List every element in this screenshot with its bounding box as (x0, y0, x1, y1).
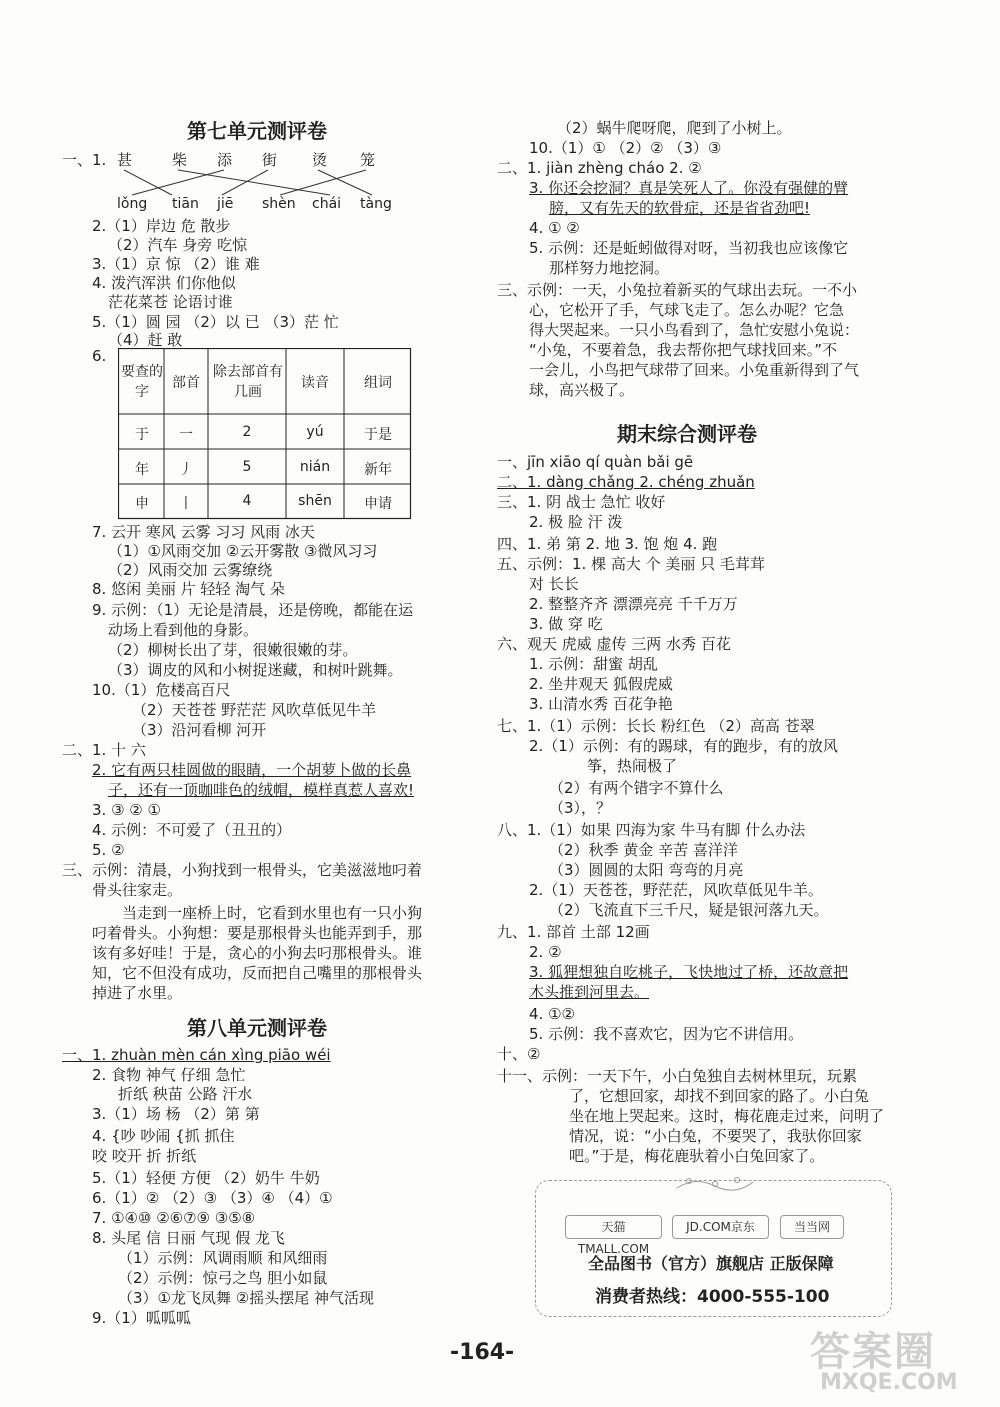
match-char: 烫 (312, 151, 328, 169)
answer-line: 二、1. 十 六 (62, 741, 146, 759)
answer-line-underlined: 3. 狐狸想独自吃桃子，飞快地过了桥，还故意把 (529, 963, 849, 981)
answer-line: 掉进了水里。 (92, 984, 183, 1002)
answer-line: 七、1.（1）示例：长长 粉红色 （2）高高 苍翠 (497, 717, 815, 735)
answer-line: （3）圆圆的太阳 弯弯的月亮 (549, 861, 744, 879)
answer-line: 那样努力地挖洞。 (549, 259, 670, 277)
answer-line: 3.（1）场 杨 （2）第 第 (92, 1105, 260, 1123)
answer-line: 5. ② (92, 841, 125, 859)
match-char: 添 (217, 151, 233, 169)
answer-line: 咬 咬开 折 折纸 (92, 1147, 197, 1165)
answer-line: 7. ①④⑩ ②⑥⑦⑨ ③⑤⑧ (92, 1209, 256, 1227)
answer-line: 2. ② (529, 943, 562, 961)
jd-logo: JD.COM京东 (672, 1215, 769, 1239)
table-cell: 申 (135, 496, 149, 512)
table-cell: shēn (298, 493, 332, 509)
store-name: 全品图书（官方）旗舰店 正版保障 (588, 1254, 834, 1273)
answer-line: 一会儿，小鸟把气球带了回来。小兔重新得到了气 (529, 361, 860, 379)
answer-line: 三、示例：一天，小兔拉着新买的气球出去玩。一不小 (497, 281, 858, 299)
answer-line: 十、② (497, 1045, 541, 1063)
match-pinyin: lǒng (117, 196, 148, 212)
table-header: 组词 (364, 375, 392, 391)
answer-line: （3）①龙飞凤舞 ②摇头摆尾 神气活现 (118, 1289, 374, 1307)
answer-line: 10.（1）危楼高百尺 (92, 681, 231, 699)
answer-line-underlined: 3. 你还会挖洞？真是笑死人了。你没有强健的臂 (529, 179, 849, 197)
answer-line: 二、1. dàng chǎng 2. chéng zhuǎn (497, 473, 755, 491)
answer-line-underlined: 子，还有一顶咖啡色的绒帽，模样真惹人喜欢! (108, 781, 415, 799)
answer-line: 2.（1）岸边 危 散步 (92, 217, 231, 235)
answer-line: 2. 食物 神气 仔细 急忙 (92, 1066, 246, 1084)
answer-line: 8. 悠闲 美丽 片 轻轻 淘气 朵 (92, 580, 285, 598)
answer-line: 坐在地上哭起来。这时，梅花鹿走过来，问明了 (569, 1107, 885, 1125)
answer-line: （1）①风雨交加 ②云开雾散 ③微风习习 (108, 542, 378, 560)
watermark-logo: 答案圈 (810, 1329, 936, 1375)
match-pinyin: tiān (172, 196, 199, 212)
answer-line: 5. 示例：还是蚯蚓做得对呀，当初我也应该像它 (529, 239, 849, 257)
answer-line: 7. 云开 寒风 云雾 习习 风雨 冰天 (92, 523, 315, 541)
answer-line: 4. ① ② (529, 219, 580, 237)
answer-line-underlined: 木头推到河里去。 (529, 983, 650, 1001)
answer-line: 5.（1）轻便 方便 （2）奶牛 牛奶 (92, 1169, 320, 1187)
answer-line: 2. 整整齐齐 漂漂亮亮 千千万万 (529, 595, 738, 613)
answer-line: 了，它想回家，却找不到回家的路了。小白兔 (569, 1087, 870, 1105)
section-title-unit7: 第七单元测评卷 (187, 119, 327, 143)
answer-line: （3），？ (549, 799, 612, 817)
answer-line: 3. 做 穿 吃 (529, 615, 603, 633)
answer-line: 该有多好哇！于是，贪心的小狗去叼那根骨头。谁 (92, 944, 423, 962)
answer-line: （3）调皮的风和小树捉迷藏，和树叶跳舞。 (108, 661, 403, 679)
answer-line: 心，它松开了手，气球飞走了。怎么办呢？它急 (529, 301, 845, 319)
answer-line: 八、1.（1）如果 四海为家 牛马有脚 什么办法 (497, 821, 806, 839)
answer-line: 3.（1）京 惊 （2）谁 难 (92, 255, 260, 273)
answer-line: （2）汽车 身旁 吃惊 (108, 236, 248, 254)
page-number: -164- (450, 1340, 515, 1365)
answer-line: 对 长长 (529, 575, 579, 593)
answer-line: 三、示例：清晨，小狗找到一根骨头，它美滋滋地叼着 (62, 861, 423, 879)
table-cell: 2 (242, 424, 252, 440)
answer-line: 茫花菜苍 论语讨谁 (108, 293, 233, 311)
tmall-logo: 天猫TMALL.COM (565, 1215, 662, 1239)
table-header: 读音 (301, 375, 329, 391)
table-cell: 丨 (179, 496, 193, 512)
answer-line: 叼着骨头。小狗想：要是那根骨头也能弄到手，那 (92, 924, 423, 942)
vine-decoration-icon (675, 1172, 755, 1192)
answer-line: 8. 头尾 信 日丽 气现 假 龙飞 (92, 1229, 285, 1247)
answer-line: 骨头往家走。 (92, 881, 183, 899)
table-cell: 于是 (364, 427, 392, 443)
table-header: 要查的字 (121, 364, 163, 400)
answer-line: 3. ③ ② ① (92, 801, 161, 819)
matching-lines (62, 168, 402, 198)
answer-line: （4）赶 敢 (108, 331, 183, 349)
answer-line: 六、观天 虎威 虚传 三两 水秀 百花 (497, 635, 731, 653)
answer-line: （2）有两个错字不算什么 (549, 779, 724, 797)
answer-line: 一、jīn xiāo qí quàn bǎi gē (497, 453, 694, 471)
table-cell: 申请 (364, 496, 392, 512)
answer-line: （2）秋季 黄金 辛苦 喜洋洋 (549, 841, 738, 859)
section-title-unit8: 第八单元测评卷 (187, 1016, 327, 1040)
answer-line: （2）飞流直下三千尺，疑是银河落九天。 (549, 901, 829, 919)
table-cell: 丿 (179, 462, 193, 478)
answer-line: 1. 示例：甜蜜 胡乱 (529, 655, 658, 673)
match-pinyin: chái (312, 196, 342, 212)
answer-line: （2）柳树长出了芽，很嫩很嫩的芽。 (108, 641, 358, 659)
answer-line: 球，高兴极了。 (529, 381, 635, 399)
answer-line: 十一、示例：一天下午，小白兔独自去树林里玩，玩累 (497, 1067, 858, 1085)
answer-line: （2）蜗牛爬呀爬，爬到了小树上。 (557, 119, 792, 137)
match-pinyin: jiē (217, 196, 234, 212)
table-cell: yú (306, 424, 324, 440)
answer-line: 当走到一座桥上时，它看到水里也有一只小狗 (122, 904, 423, 922)
table-cell: 4 (242, 493, 252, 509)
section-title-final: 期末综合测评卷 (617, 422, 757, 446)
answer-line: 10.（1）① （2）② （3）③ (529, 139, 722, 157)
answer-line: “小兔，不要着急，我去帮你把气球找回来。”不 (529, 341, 838, 359)
table-cell: nián (299, 459, 331, 475)
table-header: 除去部首有几画 (213, 364, 283, 400)
answer-line: 吧。”于是，梅花鹿驮着小白兔回家了。 (569, 1147, 825, 1165)
answer-line: 2.（1）示例：有的踢球，有的跑步，有的放风 (529, 737, 838, 755)
answer-line: 五、示例：1. 棵 高大 个 美丽 只 毛茸茸 (497, 555, 765, 573)
match-char: 甚 (117, 151, 133, 169)
answer-line: 情况，说：“小白兔，不要哭了，我驮你回家 (569, 1127, 862, 1145)
answer-line: 9.（1）呱呱呱 (92, 1309, 191, 1327)
answer-line: （3）沿河看柳 河开 (132, 721, 267, 739)
answer-line: 折纸 秧苗 公路 汗水 (118, 1085, 253, 1103)
match-char: 街 (262, 151, 278, 169)
answer-line: 3. 山清水秀 百花争艳 (529, 695, 673, 713)
answer-line: 6. (92, 347, 107, 365)
answer-line: 4. 示例：不可爱了（丑丑的） (92, 821, 292, 839)
answer-line: 九、1. 部首 土部 12画 (497, 923, 650, 941)
q1-label: 一、1. (62, 151, 107, 169)
answer-line: 2. 坐井观天 狐假虎威 (529, 675, 673, 693)
answer-line: （1）示例：风调雨顺 和风细雨 (118, 1249, 328, 1267)
match-char: 笼 (360, 151, 376, 169)
answer-line: 9. 示例：（1）无论是清晨，还是傍晚，都能在运 (92, 601, 414, 619)
match-pinyin: shèn (262, 196, 296, 212)
match-char: 柴 (172, 151, 188, 169)
answer-line: 4. {吵 吵闹 {抓 抓住 (92, 1127, 235, 1145)
answer-line: 4. ①② (529, 1005, 575, 1023)
watermark-url: MXQE.COM (820, 1370, 958, 1395)
answer-line: 得大哭起来。一只小鸟看到了，急忙安慰小兔说： (529, 321, 860, 339)
table-cell: 年 (135, 462, 149, 478)
answer-line: （2）风雨交加 云雾缭绕 (108, 561, 273, 579)
answer-line: 二、1. jiàn zhèng cháo 2. ② (497, 159, 702, 177)
consumer-hotline: 消费者热线：4000-555-100 (595, 1287, 830, 1307)
table-cell: 于 (135, 427, 149, 443)
answer-line: 三、1. 阴 战士 急忙 收好 (497, 493, 666, 511)
answer-line-underlined: 2. 它有两只桂圆做的眼睛，一个胡萝卜做的长鼻 (92, 761, 412, 779)
table-cell: 一 (179, 427, 193, 443)
table-cell: 5 (242, 459, 252, 475)
answer-line: 知，它不但没有成功，反而把自己嘴里的那根骨头 (92, 964, 423, 982)
table-header: 部首 (172, 375, 200, 391)
answer-line: 2.（1）天苍苍，野茫茫，风吹草低见牛羊。 (529, 881, 823, 899)
answer-line-underlined: 膀，又有先天的软骨症，还是省省劲吧! (549, 199, 811, 217)
answer-line: 一、1. zhuàn mèn cán xìng piāo wéi (62, 1046, 331, 1064)
dangdang-logo: 当当网 (780, 1215, 844, 1239)
answer-line: 4. 泼汽浑洪 们你他似 (92, 274, 236, 292)
answer-line: （2）天苍苍 野茫茫 风吹草低见牛羊 (132, 701, 377, 719)
answer-line: 6.（1）② （2）③ （3）④ （4）① (92, 1189, 333, 1207)
match-pinyin: tàng (360, 196, 392, 212)
answer-line: 5. 示例：我不喜欢它，因为它不讲信用。 (529, 1025, 804, 1043)
answer-line: 筝，热闹极了 (587, 757, 678, 775)
answer-line: 动场上看到他的身影。 (108, 621, 259, 639)
answer-line: 5.（1）圆 园 （2）以 已 （3）茫 忙 (92, 313, 339, 331)
answer-line: 四、1. 弟 第 2. 地 3. 饱 炮 4. 跑 (497, 535, 718, 553)
table-cell: 新年 (364, 462, 392, 478)
answer-line: 2. 极 脸 汗 泼 (529, 513, 623, 531)
answer-line: （2）示例：惊弓之鸟 胆小如鼠 (118, 1269, 328, 1287)
